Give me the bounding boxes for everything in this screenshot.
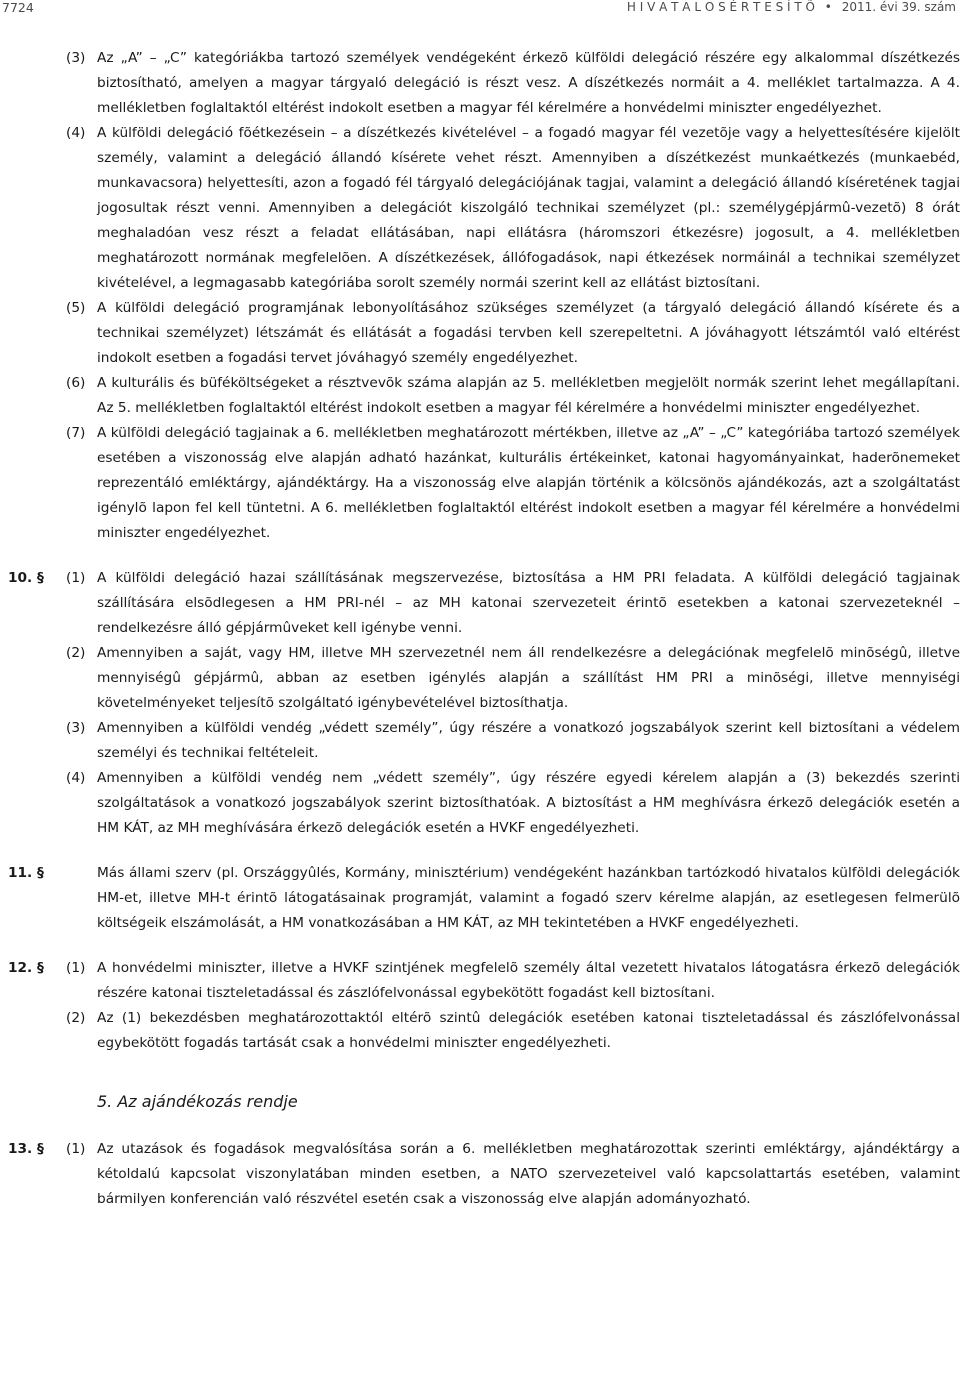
running-head bbox=[627, 0, 956, 14]
paragraph-text: A kulturális és büféköltségeket a résztvevõk száma alapján az 5. mellékletben megjelölt normák szerint lehet megállapítani. Az 5. mellékletben foglaltaktól eltérést indokolt esetben a magyar fél kérelmére a honvédelmi miniszter engedélyezhet. bbox=[97, 375, 960, 416]
paragraph-9-4 bbox=[0, 121, 960, 296]
section-number: 13. § bbox=[8, 1141, 44, 1157]
section-10-paragraph-3 bbox=[0, 716, 960, 766]
paragraph-9-3 bbox=[0, 46, 960, 121]
paragraph-text: A külföldi delegáció programjának lebonyolításához szükséges személyzet (a tárgyaló delegáció állandó kísérete és a technikai személyzet) létszámát és ellátását a fogadási tervben kell szerepeltetni. A jóváhagyott létszámtól való eltérést indokolt esetben a fogadási tervet jóváhagyó személy engedélyezhet. bbox=[97, 300, 960, 366]
section-11 bbox=[0, 861, 960, 936]
paragraph-text: A külföldi delegáció tagjainak a 6. mellékletben meghatározott mértékben, illetve az „A” – „C” kategóriába tartozó személyek esetében a viszonosság elve alapján adható hazánkat, kulturális értékeinket, katonai hagyományainkat, haderõnemeket reprezentáló emléktárgy, ajándéktárgy. Ha a viszonosság elve alapján történik a kölcsönös ajándékozás, azt a szolgáltatást igénylõ lapon fel kell tüntetni. A 6. mellékletben foglaltaktól eltérést indokolt esetben a magyar fél kérelmére a honvédelmi miniszter engedélyezhet. bbox=[97, 425, 960, 541]
bullet-separator: • bbox=[824, 0, 832, 14]
paragraph-text: Amennyiben a saját, vagy HM, illetve MH szervezetnél nem áll rendelkezésre a delegációnak megfelelõ minõségû, illetve mennyiségû gépjármû, abban az esetben igénylés alapján a szállítást HM PRI a minõségi, illetve mennyiségi követelményeket teljesítõ szolgáltató igénybevételével biztosíthatja. bbox=[97, 645, 960, 711]
paragraph-number: (4) bbox=[66, 125, 86, 141]
section-heading: 5. Az ajándékozás rendje bbox=[97, 1092, 298, 1111]
paragraph-text: Más állami szerv (pl. Országgyûlés, Kormány, minisztérium) vendégeként hazánkban tartózkodó hivatalos külföldi delegációk HM-et, illetve MH-t érintõ látogatásainak programját, valamint a fogadó szerv kérelme alapján, az esetlegesen felmerülõ költségeik elszámolását, a HM vonatkozásában a HM KÁT, az MH tekintetében a HVKF engedélyezheti. bbox=[97, 865, 960, 931]
paragraph-number: (4) bbox=[66, 770, 86, 786]
paragraph-number: (6) bbox=[66, 375, 86, 391]
section-10-paragraph-2 bbox=[0, 641, 960, 716]
paragraph-text: A külföldi delegáció fõétkezésein – a díszétkezés kivételével – a fogadó magyar fél vezetõje vagy a helyettesítésére kijelölt személy, valamint a delegáció állandó kísérete vehet részt. Amennyiben a díszétkezést munkaétkezés (munkaebéd, munkavacsora) helyettesíti, azon a fogadó fél tárgyaló delegációjának tagjai, valamint a delegáció állandó kíséretének tagjai jogosultak részt venni. Amennyiben a delegációt kiszolgáló technikai személyzet (pl.: személygépjármû-vezetõ) 8 órát meghaladóan vesz részt a feladat ellátásában, napi ellátásra (háromszori étkezésre) jogosult, a 4. mellékletben meghatározott normának megfelelõen. A díszétkezések, állófogadások, napi étkezések normáinál a technikai személyzet kivételével, a legmagasabb kategóriába sorolt személy normái szerint kell az ellátást biztosítani. bbox=[97, 125, 960, 291]
section-number: 10. § bbox=[8, 570, 44, 586]
paragraph-number: (2) bbox=[66, 645, 86, 661]
paragraph-number: (3) bbox=[66, 50, 86, 66]
paragraph-number: (1) bbox=[66, 570, 86, 586]
paragraph-text: Az utazások és fogadások megvalósítása során a 6. mellékletben meghatározottak szerinti emléktárgy, ajándéktárgy a kétoldalú kapcsolat viszonylatában minden esetben, a NATO szervezeteivel való kapcsolattartás esetében, valamint bármilyen konferencián való részvétel esetén csak a viszonosság elve alapján adományozható. bbox=[97, 1141, 960, 1207]
document-body bbox=[0, 46, 960, 1212]
section-number: 12. § bbox=[8, 960, 44, 976]
paragraph-text: A külföldi delegáció hazai szállításának megszervezése, biztosítása a HM PRI feladata. A külföldi delegáció tagjainak szállítására elsõdlegesen a HM PRI-nél – az MH katonai szervezeteit érintõ esetekben a katonai szervezeteknél – rendelkezésre álló gépjármûveket kell igénybe venni. bbox=[97, 570, 960, 636]
paragraph-number: (1) bbox=[66, 960, 86, 976]
section-number: 11. § bbox=[8, 865, 44, 881]
paragraph-text: Az (1) bekezdésben meghatározottaktól eltérõ szintû delegációk esetében katonai tiszteletadással és zászlófelvonással egybekötött fogadás tartását csak a honvédelmi miniszter engedélyezheti. bbox=[97, 1010, 960, 1051]
section-12-paragraph-1 bbox=[0, 956, 960, 1006]
paragraph-text: Amennyiben a külföldi vendég „védett személy”, úgy részére a vonatkozó jogszabályok szerint kell biztosítani a védelem személyi és technikai feltételeit. bbox=[97, 720, 960, 761]
section-13-paragraph-1 bbox=[0, 1137, 960, 1212]
paragraph-9-5 bbox=[0, 296, 960, 371]
issue-number: 2011. évi 39. szám bbox=[841, 0, 956, 14]
paragraph-9-7 bbox=[0, 421, 960, 546]
publication-title: H I V A T A L O S É R T E S Í T Õ bbox=[626, 0, 815, 14]
paragraph-number: (2) bbox=[66, 1010, 86, 1026]
page-header bbox=[0, 0, 960, 22]
paragraph-text: A honvédelmi miniszter, illetve a HVKF szintjének megfelelõ személy által vezetett hivatalos látogatásra érkezõ delegációk részére katonai tiszteletadással és zászlófelvonással egybekötött fogadást kell biztosítani. bbox=[97, 960, 960, 1001]
paragraph-text: Az „A” – „C” kategóriákba tartozó személyek vendégeként érkezõ külföldi delegáció részére egy alkalommal díszétkezés biztosítható, amelyen a magyar tárgyaló delegáció is részt vesz. A díszétkezés normáit a 4. melléklet tartalmazza. A 4. mellékletben foglaltaktól eltérést indokolt esetben a magyar fél kérelmére a honvédelmi miniszter engedélyezhet. bbox=[97, 50, 960, 116]
section-10-paragraph-1 bbox=[0, 566, 960, 641]
page-number: 7724 bbox=[2, 0, 34, 15]
paragraph-text: Amennyiben a külföldi vendég nem „védett személy”, úgy részére egyedi kérelem alapján a (3) bekezdés szerinti szolgáltatások a vonatkozó jogszabályok szerint biztosíthatóak. A biztosítást a HM meghívásra érkezõ delegációk esetén a HM KÁT, az MH meghívására érkezõ delegációk esetén a HVKF engedélyezheti. bbox=[97, 770, 960, 836]
section-10-paragraph-4 bbox=[0, 766, 960, 841]
paragraph-9-6 bbox=[0, 371, 960, 421]
paragraph-number: (7) bbox=[66, 425, 86, 441]
paragraph-number: (5) bbox=[66, 300, 86, 316]
paragraph-number: (3) bbox=[66, 720, 86, 736]
paragraph-number: (1) bbox=[66, 1141, 86, 1157]
section-12-paragraph-2 bbox=[0, 1006, 960, 1056]
